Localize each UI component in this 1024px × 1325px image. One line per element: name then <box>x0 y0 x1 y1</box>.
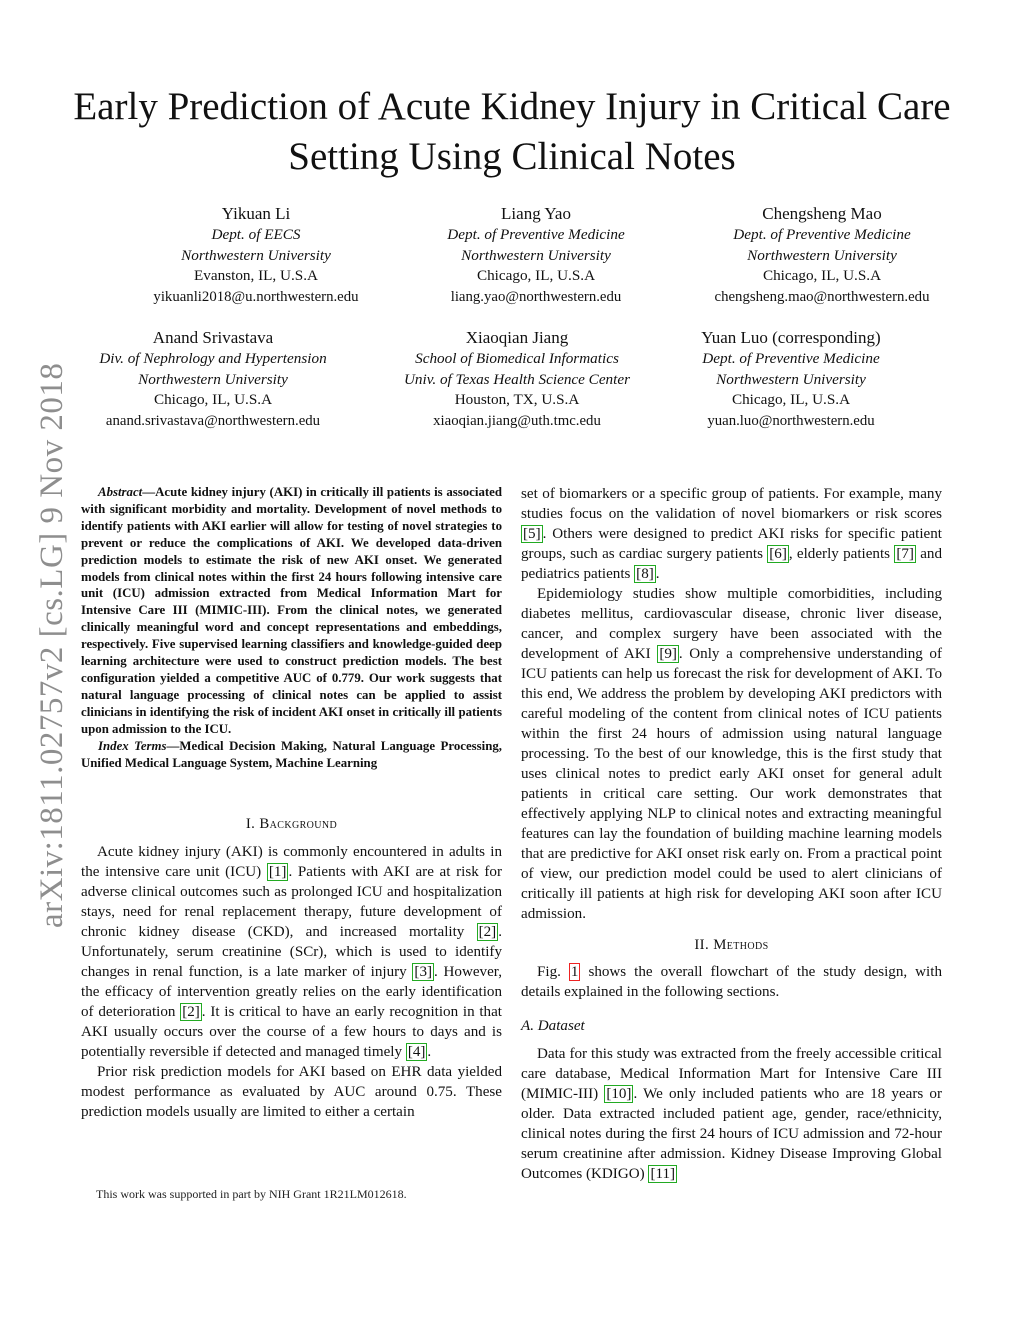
author-email[interactable]: liang.yao@northwestern.edu <box>450 288 622 305</box>
author-name: Chengsheng Mao <box>762 204 882 223</box>
author-name: Anand Srivastava <box>152 328 274 347</box>
author-block <box>367 326 667 431</box>
abstract-label: Abstract <box>98 485 143 499</box>
citation-link[interactable]: [6] <box>769 546 787 562</box>
section-heading-background: I. Background <box>245 816 338 833</box>
text-run: . Patients with AKI are at risk for adverse clinical outcomes such as prolonged ICU and hospitalization stays, need for renal replacement therapy, future development of chronic kidney disease (CKD), and increased mortality <box>81 864 502 941</box>
text-run: . Only a comprehensive understanding of ICU patients can help us forecast the risk for development of AKI. To this end, We address the problem by developing AKI predictors with careful modeling of the content from clinical notes of ICU patients within the first 24 hours of admission using natural language processing. To the best of our knowledge, this is the first study that uses clinical notes to predict early AKI onset for general adult patients in critical care setting. Our work demonstrates that effectively applying NLP to clinical notes and extracting meaningful features can lay the foundation of building machine learning models that are predictive for AKI onset risk early on. From a practical point of view, our prediction model could be used to alert clinicians of critically ill patients at high risk for developing AKI soon after ICU admission. <box>521 646 942 922</box>
citation-link[interactable]: [3] <box>414 964 433 981</box>
text-run: . However, the efficacy of intervention greatly relies on the early identification of deterioration <box>81 964 502 1021</box>
citation-link[interactable]: [2] <box>182 1004 200 1021</box>
text-run: . <box>655 566 660 582</box>
figure-link[interactable]: 1 <box>570 964 579 980</box>
author-block <box>386 202 686 307</box>
body-paragraph <box>521 962 942 1002</box>
author-place: Chicago, IL, U.S.A <box>476 267 596 285</box>
author-org: Northwestern University <box>747 246 897 264</box>
author-org: Northwestern University <box>461 246 611 264</box>
background-paragraph <box>81 842 502 1062</box>
text-run: . <box>427 1044 432 1061</box>
author-dept: Dept. of Preventive Medicine <box>733 226 911 243</box>
author-org: Northwestern University <box>716 370 866 388</box>
author-place: Houston, TX, U.S.A <box>454 391 580 409</box>
text-run: , elderly patients <box>788 546 895 562</box>
author-place: Chicago, IL, U.S.A <box>731 391 851 409</box>
citation-link[interactable]: [5] <box>523 526 541 542</box>
index-terms-label: Index Terms <box>98 738 167 753</box>
text-run: . Others were designed to predict AKI risks for specific patient groups, such as cardiac surgery patients <box>521 526 942 562</box>
author-block <box>63 326 363 431</box>
author-dept: School of Biomedical Informatics <box>415 350 619 367</box>
subsection-heading-dataset: A. Dataset <box>521 1018 585 1034</box>
text-run: Epidemiology studies show multiple comorbidities, including diabetes mellitus, cardiovascular disease, chronic liver disease, cancer, and complex surgery have been associated with the development of AKI <box>521 586 942 662</box>
author-org: Northwestern University <box>138 370 288 388</box>
author-email[interactable]: anand.srivastava@northwestern.edu <box>105 412 321 429</box>
text-run: . It is critical to have an early recognition in that AKI usually occurs over the course of a few hours to days and is potentially reversible if detected and managed timely <box>81 1004 503 1061</box>
author-place: Chicago, IL, U.S.A <box>153 391 273 409</box>
author-block <box>641 326 941 431</box>
text-run: set of biomarkers or a specific group of patients. For example, many studies focus on the validation of novel biomarkers or risk scores <box>521 486 942 522</box>
author-name: Liang Yao <box>501 204 571 223</box>
citation-link[interactable]: [1] <box>268 864 287 881</box>
author-name: Yuan Luo (corresponding) <box>701 328 881 347</box>
author-name: Yikuan Li <box>221 204 291 223</box>
citation-link[interactable]: [2] <box>478 924 497 941</box>
text-run: shows the overall flowchart of the study design, with details explained in the following sections. <box>521 964 942 1000</box>
abstract-text: —Acute kidney injury (AKI) in critically ill patients is associated with significant morbidity and mortality. Development of novel methods to identify patients with AKI earlier will allow for testing of novel strategies to prevent or reduce the complications of AKI. We developed data-driven prediction models to estimate the risk of new AKI onset. We generated models from clinical notes within the first 24 hours following intensive care unit (ICU) admission extracted from Medical Information Mart for Intensive Care III (MIMIC-III). From the clinical notes, we generated clinically meaningful word and concept representations and embeddings, respectively. Five supervised learning classifiers and knowledge-guided deep learning architecture were used to construct prediction models. The best configuration yielded a competitive AUC of 0.779. Our work suggests that natural language processing of clinical notes can be applied to assist clinicians in identifying the risk of incident AKI onset in critically ill patients upon admission to the ICU. <box>81 485 502 736</box>
author-name: Xiaoqian Jiang <box>465 328 569 347</box>
text-run: Data for this study was extracted from the freely accessible critical care database, Medical Information Mart for Intensive Care III (MIMIC-III) <box>521 1046 942 1102</box>
footnote: This work was supported in part by NIH Grant 1R21LM012618. <box>96 1187 407 1201</box>
text-run: and pediatrics patients <box>521 546 942 582</box>
text-run: . Unfortunately, serum creatinine (SCr), which is used to identify changes in renal function, is a late marker of injury <box>81 924 502 981</box>
body-paragraph <box>521 584 942 924</box>
background-paragraph-2: Prior risk prediction models for AKI based on EHR data yielded modest performance as evaluated by AUC around 0.75. These prediction models usually are limited to either a certain <box>81 1064 502 1121</box>
author-org: Northwestern University <box>181 246 331 264</box>
paper-title: Early Prediction of Acute Kidney Injury in Critical Care Setting Using Clinical Notes <box>73 85 951 178</box>
citation-link[interactable]: [9] <box>659 646 677 662</box>
text-run: Fig. <box>537 964 569 980</box>
citation-link[interactable]: [11] <box>650 1166 676 1182</box>
author-email[interactable]: xiaoqian.jiang@uth.tmc.edu <box>433 412 601 429</box>
citation-link[interactable]: [8] <box>636 566 654 582</box>
citation-link[interactable]: [4] <box>407 1044 426 1061</box>
author-dept: Div. of Nephrology and Hypertension <box>99 350 327 367</box>
abstract <box>81 484 502 738</box>
text-run: Acute kidney injury (AKI) is commonly encountered in adults in the intensive care unit (ICU) <box>81 844 502 881</box>
index-terms-text: —Medical Decision Making, Natural Language Processing, Unified Medical Language System, Machine Learning <box>81 738 502 770</box>
body-paragraph <box>521 484 942 584</box>
author-place: Evanston, IL, U.S.A <box>193 267 319 285</box>
author-place: Chicago, IL, U.S.A <box>762 267 882 285</box>
body-paragraph <box>521 1044 942 1184</box>
author-email[interactable]: yuan.luo@northwestern.edu <box>707 412 875 429</box>
author-dept: Dept. of Preventive Medicine <box>702 350 880 367</box>
section-heading-methods: II. Methods <box>694 937 769 953</box>
author-dept: Dept. of Preventive Medicine <box>447 226 625 243</box>
index-terms <box>81 738 502 772</box>
citation-link[interactable]: [10] <box>606 1086 632 1102</box>
author-dept: Dept. of EECS <box>211 226 301 243</box>
text-run: . We only included patients who are 18 years or older. Data extracted included patient age, gender, race/ethnicity, clinical notes during the first 24 hours of ICU admission and 72-hour serum creatinine after admission. Kidney Disease Improving Global Outcomes (KDIGO) <box>521 1086 942 1182</box>
left-column <box>81 484 502 1122</box>
arxiv-stamp: arXiv:1811.02757v2 [cs.LG] 9 Nov 2018 <box>34 362 70 928</box>
right-column <box>521 484 942 1184</box>
citation-link[interactable]: [7] <box>896 546 914 562</box>
author-email[interactable]: chengsheng.mao@northwestern.edu <box>714 288 930 305</box>
author-block <box>672 202 972 307</box>
author-email[interactable]: yikuanli2018@u.northwestern.edu <box>153 288 359 305</box>
author-block <box>111 202 401 307</box>
author-org: Univ. of Texas Health Science Center <box>403 370 631 388</box>
